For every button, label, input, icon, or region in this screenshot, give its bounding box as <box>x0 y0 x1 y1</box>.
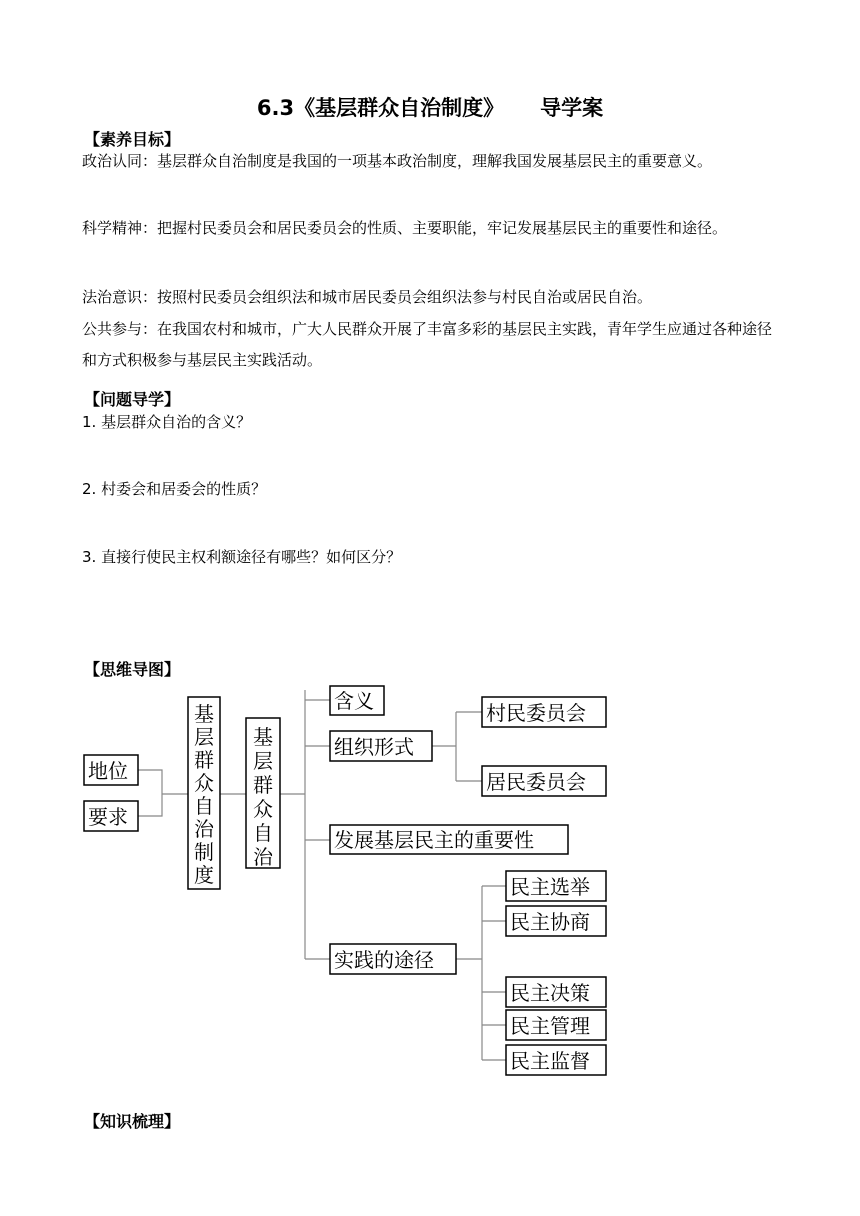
section-knowledge-heading: 【知识梳理】 <box>84 1112 181 1131</box>
mindmap-left-requirement: 要求 <box>88 805 128 829</box>
mindmap-left-status: 地位 <box>88 759 128 783</box>
question-3: 3. 直接行使民主权利额途径有哪些？如何区分？ <box>82 548 402 566</box>
mindmap-way-supervision: 民主监督 <box>510 1049 590 1073</box>
section-goals-heading: 【素养目标】 <box>84 130 181 149</box>
mindmap-org-village: 村民委员会 <box>486 701 586 725</box>
mindmap-way-consultation: 民主协商 <box>510 910 590 934</box>
mindmap-way-election: 民主选举 <box>510 875 590 899</box>
mindmap-org-resident: 居民委员会 <box>486 770 586 794</box>
mindmap-branch-practice: 实践的途径 <box>334 948 434 972</box>
mindmap-way-management: 民主管理 <box>510 1014 590 1038</box>
section-questions-heading: 【问题导学】 <box>84 390 181 409</box>
goal-law: 法治意识：按照村民委员会组织法和城市居民委员会组织法参与村民自治或居民自治。 <box>82 288 653 306</box>
mindmap-branch-meaning: 含义 <box>334 689 374 713</box>
mindmap-labels <box>88 689 590 1073</box>
mindmap-branch-importance: 发展基层民主的重要性 <box>334 828 534 852</box>
mindmap-root-label: 基层群众自治制度 <box>194 702 214 887</box>
section-mindmap-heading: 【思维导图】 <box>84 660 181 679</box>
mindmap-branch-organization: 组织形式 <box>334 735 414 759</box>
question-2: 2. 村委会和居委会的性质？ <box>82 480 267 498</box>
title-prefix: 6.3《基层群众自治制度》 <box>256 96 505 120</box>
mindmap-center-label: 基层群众自治 <box>253 725 273 869</box>
goal-political: 政治认同：基层群众自治制度是我国的一项基本政治制度，理解我国发展基层民主的重要意义。 <box>82 152 713 170</box>
mindmap-way-decision: 民主决策 <box>510 981 590 1005</box>
title-suffix: 导学案 <box>540 96 604 120</box>
goal-public: 公共参与：在我国农村和城市，广大人民群众开展了丰富多彩的基层民主实践，青年学生应通过各种途径和方式积极参与基层民主实践活动。 <box>82 320 773 369</box>
goal-science: 科学精神：把握村民委员会和居民委员会的性质、主要职能，牢记发展基层民主的重要性和途径。 <box>82 219 728 237</box>
question-1: 1. 基层群众自治的含义？ <box>82 413 252 431</box>
